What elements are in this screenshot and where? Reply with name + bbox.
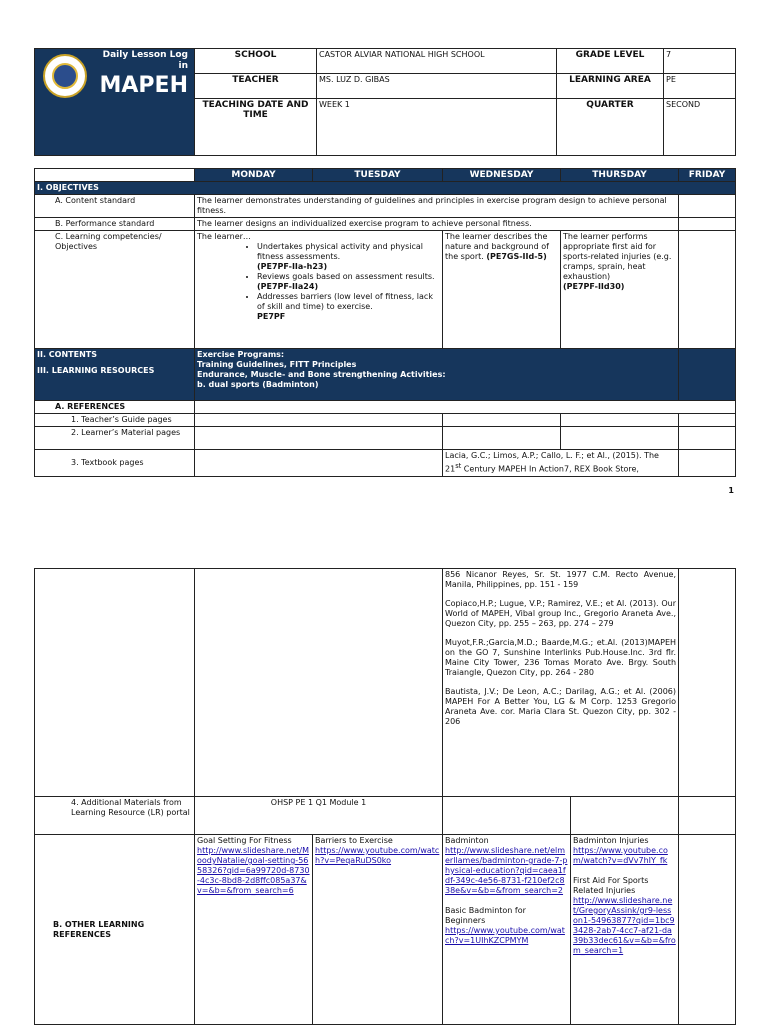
teacher-value: MS. LUZ D. GIBAS <box>317 74 557 99</box>
tuesday-references: Barriers to Exercise https://www.youtube.com/watch?v=PeqaRuDS0ko <box>313 835 443 1025</box>
competency-item: • Addresses barriers (low level of fitness, lack of skill and time) to exercise. PE7PF <box>257 292 440 322</box>
area-label: LEARNING AREA <box>557 74 664 99</box>
grade-value: 7 <box>664 49 736 74</box>
school-label: SCHOOL <box>195 49 317 74</box>
thursday-references: Badminton Injuries https://www.youtube.com/watch?v=dVv7hIY_fk First Aid For Sports Related Injuries http://www.slideshare.net/GregoryAssink/gr9-lesson1-54963877?qid=1bc93428-2ab7-4cc7-af21-da39b33dec61&v=&b=&from_search=1 <box>571 835 679 1025</box>
badminton-link[interactable]: http://www.slideshare.net/elmerllames/badminton-grade-7-physical-education?qid=caea1fdf-349c-4e56-8731-f210ef2c838e&v=&b=&from_search=2 <box>445 846 568 895</box>
performance-standard-label: B. Performance standard <box>35 218 195 231</box>
learners-material-label: 2. Learner’s Material pages <box>35 427 195 450</box>
log-in: in <box>178 61 188 71</box>
textbook-continued: 856 Nicanor Reyes, Sr. St. 1977 C.M. Recto Avenue, Manila, Philippines, pp. 151 - 159 Copiaco,H.P.; Lugue, V.P.; Ramirez, V.E.; et Al. (2013). Our World of MAPEH, Vibal group Inc., Gregorio Araneta Ave., Quezon City, pp. 255 – 263, pp. 274 – 279 Muyot,F.R.;Garcia,M.D.; Baarde,M.G.; et.Al. (2013)MAPEH on the GO 7, Sunshine Interlinks Pub.House.Inc. 3rd flr. Maine City Tower, 236 Tomas Morato Ave. Brgy. South Traiangle, Quezon City, pp. 264 - 280 Bautista, J.V.; De Leon, A.C.; Darilag, A.G.; et Al. (2006) MAPEH For A Better You, LG & M Corp. 1253 Gregorio Araneta Ave. cor. Maria Clara St. Quezon City, pp. 302 - 206 <box>443 569 679 797</box>
competencies-intro: The learner… <box>197 232 251 241</box>
contents-heading: II. CONTENTS <box>37 350 97 359</box>
competencies-label: C. Learning competencies/ Objectives <box>35 231 195 349</box>
quarter-value: SECOND <box>664 99 736 156</box>
goal-setting-link[interactable]: http://www.slideshare.net/MoodyNatalie/goal-setting-5658326?qid=6a99720d-8730-4c3c-8bd8-2d8ffc085a37&v=&b=&from_search=6 <box>197 846 310 895</box>
logo-block <box>35 49 195 156</box>
contents-headings <box>35 349 195 401</box>
competencies-mon-tue <box>195 231 443 349</box>
additional-materials-value: OHSP PE 1 Q1 Module 1 <box>195 797 443 835</box>
competency-item: • Reviews goals based on assessment results. (PE7PF-IIa24) <box>257 272 440 292</box>
references-heading: A. REFERENCES <box>35 401 195 414</box>
competencies-thursday: The learner performs appropriate first aid for sports-related injuries (e.g. cramps, sprain, heat exhaustion) (PE7PF-IId30) <box>561 231 679 349</box>
log-title: Daily Lesson Log <box>102 50 188 60</box>
subject-title: MAPEH <box>99 73 188 98</box>
day-wednesday: WEDNESDAY <box>443 169 561 182</box>
competencies-list <box>197 242 440 322</box>
basic-badminton-link[interactable]: https://www.youtube.com/watch?v=1UIhKZCPMYM <box>445 926 565 945</box>
lesson-table-continued <box>34 568 736 1025</box>
teacher-label: TEACHER <box>195 74 317 99</box>
performance-standard-text: The learner designs an individualized exercise program to achieve personal fitness. <box>195 218 679 231</box>
textbook-text: Lacia, G.C.; Limos, A.P.; Callo, L. F.; et Al., (2015). The 21st Century MAPEH In Action7, REX Book Store, <box>443 450 679 477</box>
day-friday: FRIDAY <box>679 169 736 182</box>
competency-item: • Undertakes physical activity and physical fitness assessments. (PE7PF-IIa-h23) <box>257 242 440 272</box>
teachers-guide-label: 1. Teacher’s Guide pages <box>35 414 195 427</box>
date-label: TEACHING DATE AND TIME <box>195 99 317 156</box>
area-value: PE <box>664 74 736 99</box>
deped-seal-icon <box>43 54 87 98</box>
page-number: 1 <box>728 486 734 495</box>
other-references-label: B. OTHER LEARNING REFERENCES <box>35 835 195 1025</box>
day-corner <box>35 169 195 182</box>
badminton-injuries-link[interactable]: https://www.youtube.com/watch?v=dVv7hIY_fk <box>573 846 668 865</box>
barriers-link[interactable]: https://www.youtube.com/watch?v=PeqaRuDS0ko <box>315 846 440 865</box>
competencies-wednesday: The learner describes the nature and background of the sport. (PE7GS-IId-5) <box>443 231 561 349</box>
first-aid-link[interactable]: http://www.slideshare.net/GregoryAssink/gr9-lesson1-54963877?qid=1bc93428-2ab7-4cc7-af21-da39b33dec61&v=&b=&from_search=1 <box>573 896 676 955</box>
grade-label: GRADE LEVEL <box>557 49 664 74</box>
header-table <box>34 48 736 156</box>
school-value: CASTOR ALVIAR NATIONAL HIGH SCHOOL <box>317 49 557 74</box>
date-value: WEEK 1 <box>317 99 557 156</box>
contents-text: Exercise Programs: Training Guidelines, FITT Principles Endurance, Muscle- and Bone strengthening Activities: b. dual sports (Badminton) <box>195 349 679 401</box>
day-monday: MONDAY <box>195 169 313 182</box>
monday-references: Goal Setting For Fitness http://www.slideshare.net/MoodyNatalie/goal-setting-5658326?qid=6a99720d-8730-4c3c-8bd8-2d8ffc085a37&v=&b=&from_search=6 <box>195 835 313 1025</box>
resources-heading: III. LEARNING RESOURCES <box>37 366 155 375</box>
wednesday-references: Badminton http://www.slideshare.net/elmerllames/badminton-grade-7-physical-education?qid=caea1fdf-349c-4e56-8731-f210ef2c838e&v=&b=&from_search=2 Basic Badminton for Beginners https://www.youtube.com/watch?v=1UIhKZCPMYM <box>443 835 571 1025</box>
quarter-label: QUARTER <box>557 99 664 156</box>
objectives-heading: I. OBJECTIVES <box>35 182 736 195</box>
content-standard-label: A. Content standard <box>35 195 195 218</box>
lesson-table <box>34 168 736 477</box>
day-tuesday: TUESDAY <box>313 169 443 182</box>
textbook-label: 3. Textbook pages <box>35 450 195 477</box>
additional-materials-label: 4. Additional Materials from Learning Resource (LR) portal <box>35 797 195 835</box>
content-standard-text: The learner demonstrates understanding of guidelines and principles in exercise program design to achieve personal fitness. <box>195 195 679 218</box>
day-thursday: THURSDAY <box>561 169 679 182</box>
